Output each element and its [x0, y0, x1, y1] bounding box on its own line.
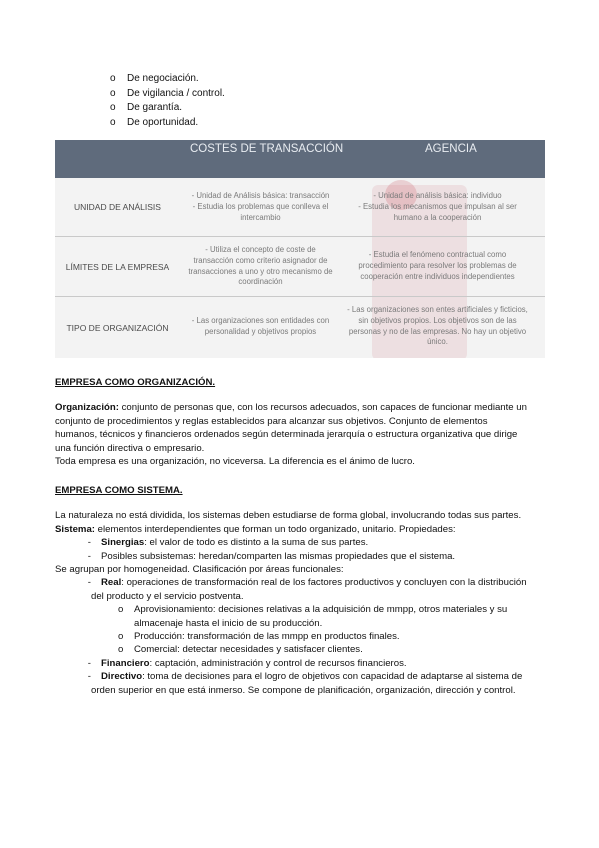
list-item: - Posibles subsistemas: heredan/comparten las mismas propiedades que el sistema.: [87, 550, 456, 562]
header-agencia: AGENCIA: [425, 143, 477, 155]
cell-costes: - Utiliza el concepto de coste de transacción como criterio asignador de transacciones a uno y otro mecanismo de coordinación: [188, 245, 333, 287]
list-item: - Financiero: captación, administración y control de recursos financieros.: [87, 657, 407, 669]
sub-list-item-continuation: almacenaje hasta el inicio de su producción.: [134, 617, 323, 629]
list-item: - Sinergias: el valor de todo es distinto a la suma de sus partes.: [87, 537, 369, 549]
cell-agencia: - Unidad de análisis básica: individuo - Estudia los mecanismos que impulsan al ser humano a la cooperación: [358, 191, 517, 222]
list-item: o De vigilancia / control.: [110, 87, 225, 99]
sub-list-item: o Comercial: detectar necesidades y satisfacer clientes.: [118, 644, 363, 656]
cell-costes: - Unidad de Análisis básica: transacción - Estudia los problemas que conlleva el intercambio: [191, 191, 330, 222]
list-item: o De negociación.: [110, 73, 199, 84]
sub-list-item: o Aprovisionamiento: decisiones relativas a la adquisición de mmpp, otros materiales y su: [118, 604, 508, 616]
table-row: [55, 296, 545, 358]
section-sistema: [55, 484, 545, 697]
header-costes: COSTES DE TRANSACCIÓN: [190, 143, 344, 155]
table-row: [55, 236, 545, 297]
paragraph: Sistema: elementos interdependientes que forman un todo organizado, unitario. Propiedades:: [55, 523, 456, 535]
row-label: UNIDAD DE ANÁLISIS: [74, 202, 161, 212]
cell-costes: - Las organizaciones son entidades con personalidad y objetivos propios: [191, 316, 330, 336]
cell-agencia: - Estudia el fenómeno contractual como procedimiento para resolver los problemas de cooperación entre individuos independientes: [358, 250, 517, 281]
list-item: - Real: operaciones de transformación real de los factores productivos y concluyen con la distribución: [87, 577, 527, 589]
list-item: o De garantía.: [110, 102, 183, 113]
list-item: - Directivo: toma de decisiones para el logro de objetivos con capacidad de adaptarse al sistema de: [87, 671, 523, 683]
table-header: [55, 140, 545, 178]
cell-agencia: - Las organizaciones son entes artificiales y ficticios, sin objetivos propios. Los objetivos son de las personas y no de las empresas. No hay un objetivo único.: [347, 305, 528, 347]
list-item-continuation: orden superior en que está inmerso. Se compone de planificación, organización, dirección y control.: [91, 684, 516, 696]
paragraph-line: una función directiva o empresario.: [55, 442, 205, 454]
row-label: LÍMITES DE LA EMPRESA: [65, 262, 170, 272]
table-row: [55, 178, 545, 236]
top-bullet-list: [110, 72, 225, 130]
row-label: TIPO DE ORGANIZACIÓN: [66, 323, 169, 333]
paragraph-line: Toda empresa es una organización, no viceversa. La diferencia es el ánimo de lucro.: [55, 456, 415, 468]
paragraph-line: Se agrupan por homogeneidad. Clasificación por áreas funcionales:: [55, 564, 344, 576]
comparison-table-image: [55, 140, 545, 358]
section-heading: EMPRESA COMO SISTEMA.: [55, 485, 183, 496]
list-item-continuation: del producto y el servicio postventa.: [91, 590, 244, 602]
list-item: o De oportunidad.: [110, 116, 199, 128]
paragraph-line: La naturaleza no está dividida, los sistemas deben estudiarse de forma global, involucrando todas sus partes.: [55, 510, 522, 522]
paragraph-line: humanos, técnicos y financieros ordenados según determinada jerarquía o estructura organizativa que dirige: [55, 429, 518, 441]
term: Organización:: [55, 402, 119, 414]
section-organizacion: [55, 376, 545, 468]
sub-list-item: o Producción: transformación de las mmpp en productos finales.: [118, 631, 400, 643]
section-heading: EMPRESA COMO ORGANIZACIÓN.: [55, 377, 216, 388]
term: Sistema:: [55, 523, 95, 535]
paragraph-line: conjunto de procedimientos y reglas establecidos para alcanzar sus objetivos. Conjunto de elementos: [55, 415, 488, 427]
paragraph: Organización: conjunto de personas que, con los recursos adecuados, son capaces de funcionar mediante un: [55, 402, 527, 414]
